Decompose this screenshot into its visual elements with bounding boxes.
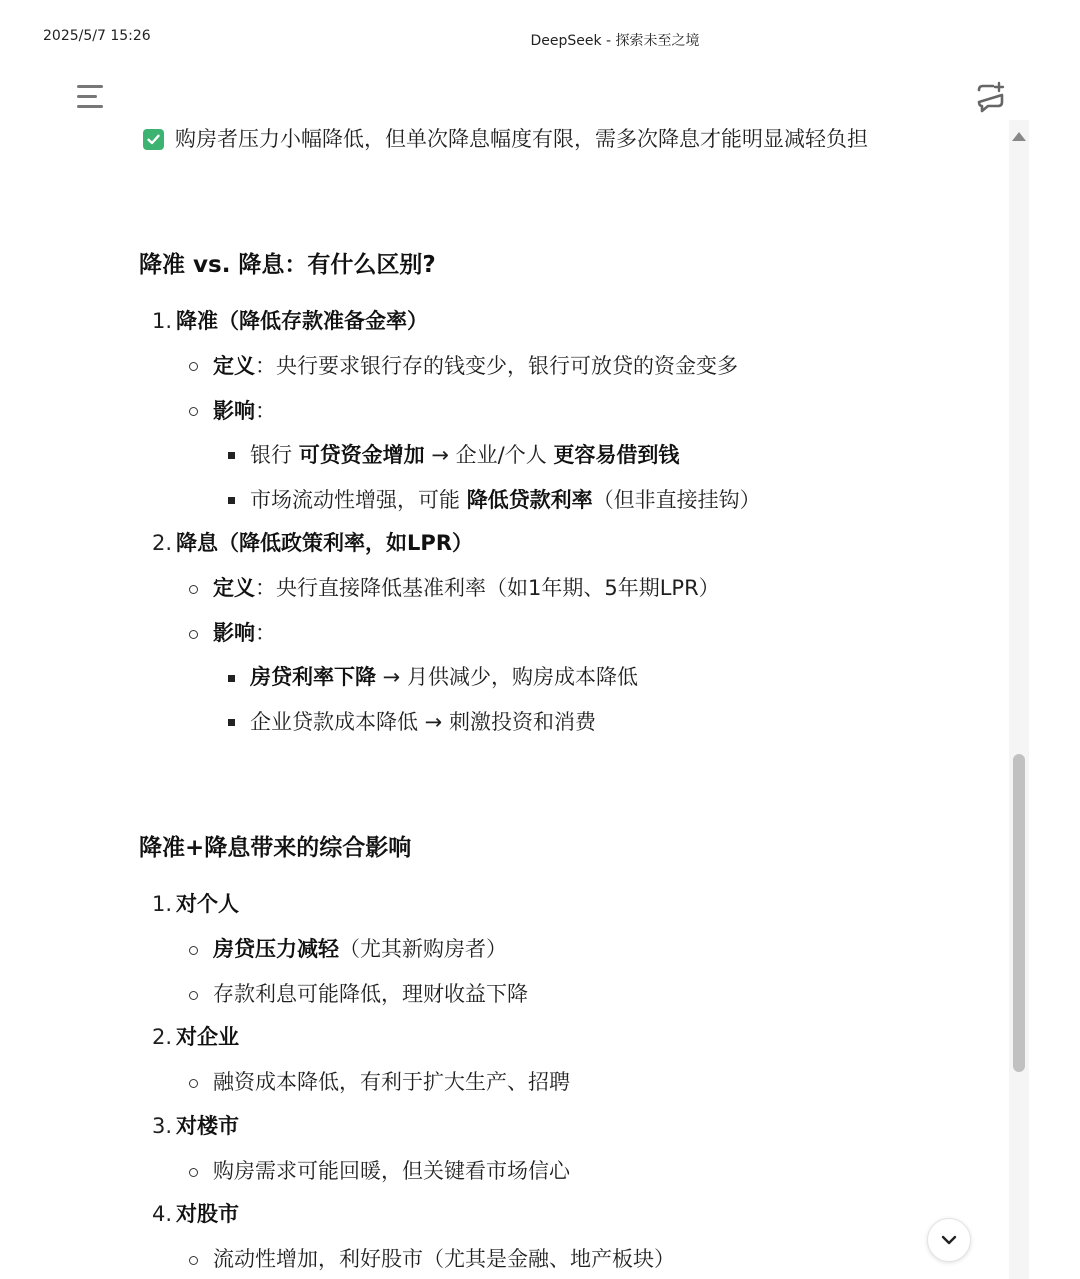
print-title: DeepSeek - 探索未至之境 xyxy=(530,33,700,49)
definition-label: 定义 xyxy=(213,354,255,378)
definition-line xyxy=(213,351,738,381)
impact-colon: ： xyxy=(255,399,276,423)
bold-segment: 房贷压力减轻 xyxy=(213,937,339,961)
list-item-title: 对企业 xyxy=(176,1025,240,1049)
bullet-circle xyxy=(189,991,198,1000)
print-datetime: 2025/5/7 15:26 xyxy=(43,28,151,44)
definition-line xyxy=(213,573,720,603)
impact-sub-item: 企业贷款成本降低 → 刺激投资和消费 xyxy=(250,710,596,734)
list-item-rate-cut xyxy=(152,528,473,558)
impact-sub-item xyxy=(250,440,679,470)
impact-label: 影响 xyxy=(213,399,255,423)
impact-line xyxy=(213,618,276,648)
bold-segment: 房贷利率下降 xyxy=(250,665,376,689)
impact-line xyxy=(213,396,276,426)
bullet-circle xyxy=(189,630,198,639)
bullet-circle xyxy=(189,585,198,594)
definition-label: 定义 xyxy=(213,576,255,600)
list-item-title: 对楼市 xyxy=(176,1114,240,1138)
section-heading-difference: 降准 vs. 降息：有什么区别? xyxy=(139,252,436,278)
intro-text: 购房者压力小幅降低，但单次降息幅度有限，需多次降息才能明显减轻负担 xyxy=(175,127,868,151)
section-heading-combined-impact: 降准+降息带来的综合影响 xyxy=(139,835,412,861)
list-number: 2. xyxy=(152,1025,173,1049)
definition-text: ：央行要求银行存的钱变少，银行可放贷的资金变多 xyxy=(255,354,738,378)
list-number: 4. xyxy=(152,1202,173,1226)
definition-text: ：央行直接降低基准利率（如1年期、5年期LPR） xyxy=(255,576,720,600)
bullet-square xyxy=(228,719,235,726)
list-item-title: 降息（降低政策利率，如LPR） xyxy=(176,531,473,555)
bold-segment: 可贷资金增加 xyxy=(298,443,425,467)
list-number: 1. xyxy=(152,892,173,916)
bullet-circle xyxy=(189,1079,198,1088)
chevron-down-icon xyxy=(939,1230,959,1250)
impact-label: 影响 xyxy=(213,621,255,645)
text-segment: 银行 xyxy=(250,443,299,467)
bullet-circle xyxy=(189,946,198,955)
text-segment: → 企业/个人 xyxy=(424,443,554,467)
bullet-square xyxy=(228,497,235,504)
list-item-rrr-cut xyxy=(152,306,428,336)
bold-segment: 降低贷款利率 xyxy=(466,488,593,512)
scroll-to-bottom-button[interactable] xyxy=(927,1218,971,1262)
bullet-circle xyxy=(189,407,198,416)
text-segment: （但非直接挂钩） xyxy=(592,488,761,512)
list-bullet-item: 融资成本降低，有利于扩大生产、招聘 xyxy=(213,1070,570,1094)
list-bullet-item: 购房需求可能回暖，但关键看市场信心 xyxy=(213,1159,570,1183)
check-mark-icon xyxy=(143,129,164,150)
scrollbar-thumb[interactable] xyxy=(1013,754,1025,1072)
scrollbar-track[interactable] xyxy=(1009,120,1029,1279)
text-segment: 市场流动性增强，可能 xyxy=(250,488,467,512)
list-bullet-item: 存款利息可能降低，理财收益下降 xyxy=(213,982,528,1006)
bold-segment: 更容易借到钱 xyxy=(553,443,680,467)
bullet-circle xyxy=(189,1168,198,1177)
text-segment: （尤其新购房者） xyxy=(339,937,507,961)
list-item-housing-market xyxy=(152,1111,239,1141)
list-item-title: 对股市 xyxy=(176,1202,240,1226)
list-bullet-item xyxy=(213,934,507,964)
list-number: 2. xyxy=(152,531,173,555)
scroll-up-arrow-icon[interactable] xyxy=(1012,132,1026,141)
list-number: 3. xyxy=(152,1114,173,1138)
list-bullet-item: 流动性增加，利好股市（尤其是金融、地产板块） xyxy=(213,1247,675,1271)
list-item-title: 对个人 xyxy=(176,892,240,916)
impact-sub-item xyxy=(250,662,638,692)
bullet-circle xyxy=(189,362,198,371)
bullet-square xyxy=(228,675,235,682)
bullet-square xyxy=(228,452,235,459)
list-item-stock-market xyxy=(152,1199,239,1229)
impact-colon: ： xyxy=(255,621,276,645)
list-number: 1. xyxy=(152,309,173,333)
bullet-circle xyxy=(189,1256,198,1265)
impact-sub-item xyxy=(250,485,761,515)
text-segment: → 月供减少，购房成本降低 xyxy=(376,665,638,689)
list-item-title: 降准（降低存款准备金率） xyxy=(176,309,429,333)
list-item-businesses xyxy=(152,1022,239,1052)
list-item-individuals xyxy=(152,889,239,919)
